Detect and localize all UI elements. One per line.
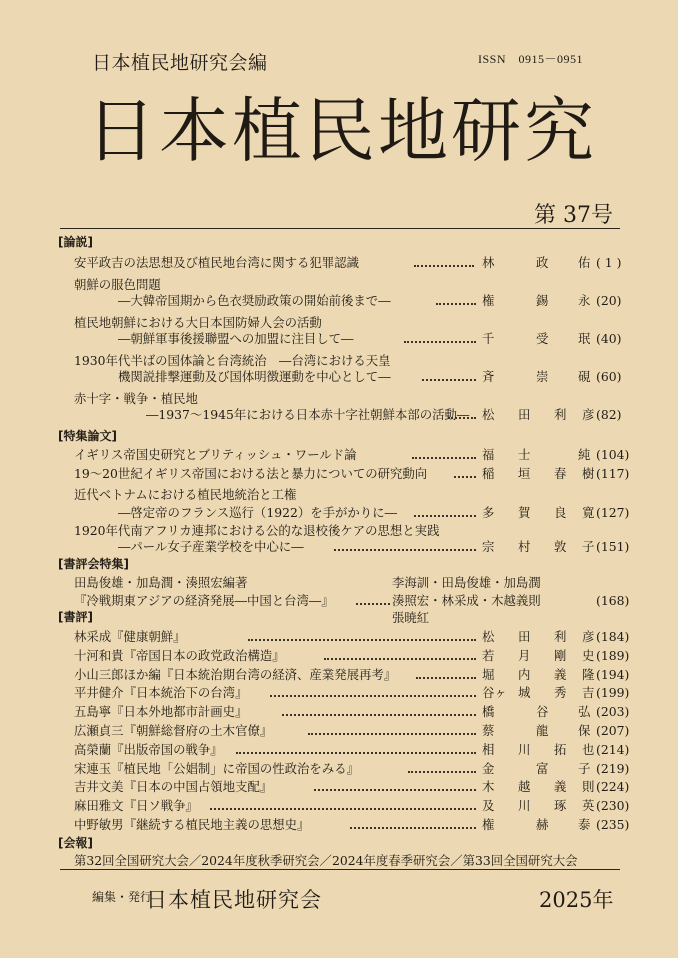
entry-page: (117) [596,466,630,481]
author-char: 子 [578,760,591,776]
toc-entry [60,352,620,369]
toc-entry: イギリス帝国史研究とブリティッシュ・ワールド論 福 士 純 (104) [74,447,630,462]
author-char: 木 [482,779,495,795]
entry-page: (20) [596,293,622,308]
toc-entry [60,314,620,331]
toc-entry-sub: ―朝鮮軍事後援聯盟への加盟に注目して― 千 受 珉 (40) [118,331,622,346]
author-char: 田 [518,629,531,644]
bottom-divider [60,869,620,870]
leader-dots [236,752,476,754]
review-entry [60,797,630,814]
entry-page: (151) [596,539,630,554]
top-divider [60,228,620,229]
editor-credit: 日本植民地研究会編 [92,52,268,74]
entry-title: 植民地朝鮮における大日本国防婦人会の活動 [74,315,322,330]
entry-title: 安平政吉の法思想及び植民地台湾に関する犯罪認識 [74,255,359,270]
author-char: 内 [518,666,531,682]
author-char: 義 [554,779,567,795]
leader-dots [248,639,476,641]
leader-dots [282,714,476,716]
author-char: 英 [582,798,595,814]
author-char: 泰 [578,817,591,832]
entry-author: 張暁紅 [392,610,430,625]
review-title: 宋連玉『植民地「公娼制」に帝国の性政治をみる』 [74,760,359,776]
review-page: (189) [596,647,630,663]
section-heading-tokushu: [特集論文] [58,429,117,443]
author-char: 吉 [582,685,595,701]
kaiho-text: 第32回全国研究大会／2024年度秋季研究会／2024年度春季研究会／第33回全国研究大会 [74,853,578,868]
entry-title: 『冷戦期東アジアの経済発展―中国と台湾―』 [74,593,334,608]
toc-entry-sub [60,592,630,609]
entry-subtitle: ―大韓帝国期から色衣奨励政策の開始前後まで― [118,293,391,308]
review-entry [60,666,630,683]
author-char: 若 [482,647,495,663]
entry-subtitle: ―朝鮮軍事後援聯盟への加盟に注目して― [118,331,354,346]
author-char: 相 [482,741,495,757]
review-entry [60,816,630,833]
toc-entry-sub: ―1937～1945年における日本赤十字社朝鮮本部の活動― 松 田 利 彦 (82) [146,407,622,422]
review-page: (207) [596,723,630,738]
leader-dots [270,695,476,697]
author-char: 義 [554,666,567,682]
author-char: 隆 [582,666,595,682]
review-entry [60,722,630,739]
toc-entry-sub: ―大韓帝国期から色衣奨励政策の開始前後まで― 権 錫 永 (20) [118,293,622,308]
entry-author: 李海訓・田島俊雄・加島潤 [392,575,541,590]
review-title: 平井健介『日本統治下の台湾』 [74,685,248,701]
entry-subtitle: ―1937～1945年における日本赤十字社朝鮮本部の活動― [146,407,470,422]
entry-page: (60) [596,369,622,384]
toc-entry-sub: ―パール女子産業学校を中心に― 宗 村 敦 子 (151) [118,539,630,554]
review-title: 林采成『健康朝鮮』 [74,629,186,644]
review-page: (203) [596,704,630,720]
entry-title: 近代ベトナムにおける植民地統治と工権 [74,487,297,502]
entry-title: 1920年代南アフリカ連邦における公的な退校後ケアの思想と実践 [74,523,440,538]
review-entry [60,778,630,795]
author-char: 堀 [482,666,495,682]
review-title: 十河和貴『帝国日本の政党政治構造』 [74,647,285,663]
author-char: 城 [518,685,531,701]
author-char: 則 [582,779,595,795]
review-title: 小山三郎ほか編『日本統治期台湾の経済、産業発展再考』 [74,666,397,682]
leader-dots [414,515,476,517]
entry-title: 朝鮮の服色問題 [74,277,161,292]
leader-dots [314,789,476,791]
review-page: (230) [596,798,630,814]
leader-dots [334,549,476,551]
author-char: 剛 [554,647,567,663]
entry-title: イギリス帝国史研究とブリティッシュ・ワールド論 [74,447,357,462]
toc-entry [60,276,620,293]
leader-dots [454,476,476,478]
leader-dots [412,457,476,459]
review-entry [60,684,630,701]
author-char: 金 [482,760,495,776]
entry-page: (168) [596,593,630,608]
review-page: (235) [596,817,630,832]
author-char: 川 [518,741,531,757]
author-char: 保 [578,723,591,738]
author-char: 龍 [536,723,549,738]
section-heading-kaiho: [会報] [58,836,93,850]
toc-entry-sub: 機関説排撃運動及び国体明徴運動を中心として― 斉 崇 硯 (60) [118,369,622,384]
author-char: 琢 [554,798,567,814]
entry-subtitle: 機関説排撃運動及び国体明徴運動を中心として― [118,369,391,384]
author-char: 利 [554,629,567,644]
review-page: (219) [596,760,630,776]
review-title: 五島寧『日本外地都市計画史』 [74,704,248,720]
author-char: 月 [518,647,531,663]
review-title: 中野敏男『継続する植民地主義の思想史』 [74,817,310,832]
entry-page: (40) [596,331,622,346]
leader-dots [308,733,476,735]
section-heading-shohyokai: [書評会特集] [58,557,129,571]
toc-entry [60,390,620,407]
leader-dots [350,827,476,829]
author-char: 松 [482,629,495,644]
author-char: 史 [582,647,595,663]
review-entry [60,647,630,664]
entry-title: 1930年代半ばの国体論と台湾統治 ―台湾における天皇 [74,353,391,368]
toc-entry: 安平政吉の法思想及び植民地台湾に関する犯罪認識 林 政 佑 ( 1 ) [74,255,622,270]
toc-entry [60,574,620,591]
review-entry [60,760,630,777]
review-page: (224) [596,779,630,795]
leader-dots [436,303,476,305]
table-of-contents [58,234,630,868]
review-page: (184) [596,629,630,644]
author-char: 橋 [482,704,495,720]
leader-dots [356,603,390,605]
author-char: 蔡 [482,723,495,738]
author-char: 谷 [536,704,549,720]
review-entry [60,703,630,720]
review-title: 麻田雅文『日ソ戦争』 [74,798,198,814]
review-page: (194) [596,666,630,682]
author-char: 及 [482,798,495,814]
issue-number: 第 37号 [534,203,613,228]
leader-dots [422,379,476,381]
toc-entry-sub: ―啓定帝のフランス巡行（1922）を手がかりに― 多 賀 良 寛 (127) [118,505,630,520]
leader-dots [324,658,476,660]
issn-number: ISSN 0915－0951 [478,52,584,66]
entry-page: (127) [596,505,630,520]
author-char: 権 [482,817,495,832]
review-page: (199) [596,685,630,701]
author-char: 谷ヶ [482,685,507,701]
toc-entry [60,486,620,503]
review-entry [60,628,630,645]
leader-dots [448,417,476,419]
kaiho-line [60,852,620,869]
entry-page: (104) [596,447,630,462]
leader-dots [416,677,476,679]
author-char: 赫 [536,817,549,832]
review-title: 吉井文美『日本の中国占領地支配』 [74,779,273,795]
review-page: (214) [596,741,630,757]
footer-publisher: 日本植民地研究会 [146,888,322,912]
review-title: 高榮蘭『出版帝国の戦争』 [74,741,223,757]
entry-title: 19～20世紀イギリス帝国における法と暴力についての研究動向 [74,466,428,481]
toc-entry [60,522,620,539]
author-char: 川 [518,798,531,814]
entry-page: (82) [596,407,622,422]
leader-dots [404,341,476,343]
leader-dots [414,265,474,267]
review-entry [60,741,630,758]
toc-entry: 19～20世紀イギリス帝国における法と暴力についての研究動向 稲 垣 春 樹 (117) [74,466,630,481]
author-char: 也 [582,741,595,757]
section-heading-shohyo: [書評] [58,610,93,624]
footer-year: 2025年 [539,888,614,912]
leader-dots [210,808,476,810]
entry-subtitle: ―パール女子産業学校を中心に― [118,539,304,554]
leader-dots [408,771,476,773]
entry-subtitle: ―啓定帝のフランス巡行（1922）を手がかりに― [118,505,397,520]
author-char: 弘 [578,704,591,720]
author-char: 彦 [582,629,595,644]
entry-author: 湊照宏・林采成・木越義則 [392,593,541,608]
author-char: 拓 [554,741,567,757]
author-char: 越 [518,779,531,795]
section-heading-ronsetsu: [論説] [58,235,93,249]
footer-label: 編集・発行 [92,890,153,904]
author-char: 富 [536,760,549,776]
entry-title: 田島俊雄・加島潤・湊照宏編著 [74,575,248,590]
entry-page: ( 1 ) [596,255,622,270]
entry-title: 赤十字・戦争・植民地 [74,391,198,406]
review-title: 広瀬貞三『朝鮮総督府の土木官僚』 [74,723,273,738]
author-char: 秀 [554,685,567,701]
journal-title: 日本植民地研究 [86,90,597,172]
